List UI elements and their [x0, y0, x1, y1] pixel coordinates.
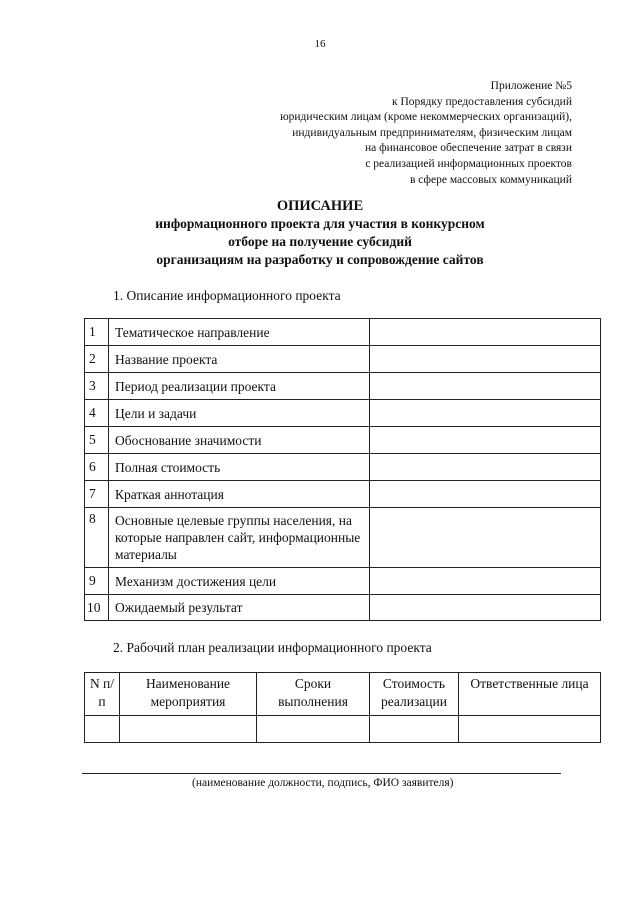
appendix-line: в сфере массовых коммуникаций — [409, 173, 572, 186]
row-value-cell[interactable] — [370, 454, 601, 481]
row-label: Период реализации проекта — [109, 373, 370, 400]
table-row — [85, 400, 601, 427]
table-row — [85, 454, 601, 481]
project-description-table — [84, 318, 601, 621]
row-value-cell[interactable] — [370, 373, 601, 400]
header-responsible: Ответственные лица — [459, 673, 601, 716]
appendix-line: с реализацией информационных проектов — [365, 157, 572, 170]
row-value-cell[interactable] — [370, 508, 601, 568]
row-label: Основные целевые группы населения, на которые направлен сайт, информационные материалы — [109, 508, 370, 568]
appendix-line: на финансовое обеспечение затрат в связи — [365, 142, 572, 155]
table-row — [85, 568, 601, 595]
table-row — [85, 346, 601, 373]
row-value-cell[interactable] — [370, 346, 601, 373]
document-title — [0, 197, 640, 269]
table-header-row — [85, 673, 601, 716]
appendix-line: юридическим лицам (кроме некоммерческих организаций), — [280, 111, 572, 124]
row-label: Полная стоимость — [109, 454, 370, 481]
row-number: 2 — [85, 346, 109, 373]
row-value-cell[interactable] — [370, 427, 601, 454]
row-value-cell[interactable] — [370, 481, 601, 508]
plan-cell[interactable] — [120, 716, 257, 743]
plan-cell[interactable] — [459, 716, 601, 743]
header-number: N п/п — [85, 673, 120, 716]
row-label: Краткая аннотация — [109, 481, 370, 508]
title-line: информационного проекта для участия в конкурсном — [155, 216, 485, 231]
row-label: Ожидаемый результат — [109, 595, 370, 621]
row-label: Название проекта — [109, 346, 370, 373]
work-plan-table — [84, 672, 601, 743]
plan-cell[interactable] — [370, 716, 459, 743]
table-row — [85, 716, 601, 743]
row-number: 5 — [85, 427, 109, 454]
row-number: 4 — [85, 400, 109, 427]
section-1-title: 1. Описание информационного проекта — [113, 288, 341, 303]
row-value-cell[interactable] — [370, 319, 601, 346]
plan-cell[interactable] — [85, 716, 120, 743]
appendix-block — [280, 79, 572, 188]
signature-caption: (наименование должности, подпись, ФИО заявителя) — [192, 777, 454, 789]
row-value-cell[interactable] — [370, 595, 601, 621]
row-value-cell[interactable] — [370, 400, 601, 427]
row-number: 9 — [85, 568, 109, 595]
header-dates: Сроки выполнения — [257, 673, 370, 716]
page-number: 16 — [314, 38, 326, 50]
plan-cell[interactable] — [257, 716, 370, 743]
row-number: 8 — [85, 508, 109, 568]
row-number: 3 — [85, 373, 109, 400]
table-row — [85, 508, 601, 568]
row-number: 1 — [85, 319, 109, 346]
title-line: ОПИСАНИЕ — [276, 198, 364, 214]
row-label: Обоснование значимости — [109, 427, 370, 454]
header-cost: Стоимость реализации — [370, 673, 459, 716]
row-label: Тематическое направление — [109, 319, 370, 346]
appendix-line: Приложение №5 — [490, 80, 572, 92]
table-row — [85, 481, 601, 508]
appendix-line: к Порядку предоставления субсидий — [392, 95, 572, 108]
section-2-title: 2. Рабочий план реализации информационного проекта — [113, 640, 432, 655]
row-label: Механизм достижения цели — [109, 568, 370, 595]
appendix-line: индивидуальным предпринимателям, физическим лицам — [292, 126, 572, 139]
title-line: отборе на получение субсидий — [228, 234, 412, 249]
row-label: Цели и задачи — [109, 400, 370, 427]
signature-line[interactable] — [82, 773, 561, 774]
table-row — [85, 319, 601, 346]
table-row — [85, 595, 601, 621]
row-value-cell[interactable] — [370, 568, 601, 595]
header-name: Наименование мероприятия — [120, 673, 257, 716]
row-number: 7 — [85, 481, 109, 508]
table-row — [85, 373, 601, 400]
title-line: организациям на разработку и сопровождение сайтов — [156, 252, 484, 267]
row-number: 6 — [85, 454, 109, 481]
row-number: 10 — [85, 595, 109, 621]
table-row — [85, 427, 601, 454]
